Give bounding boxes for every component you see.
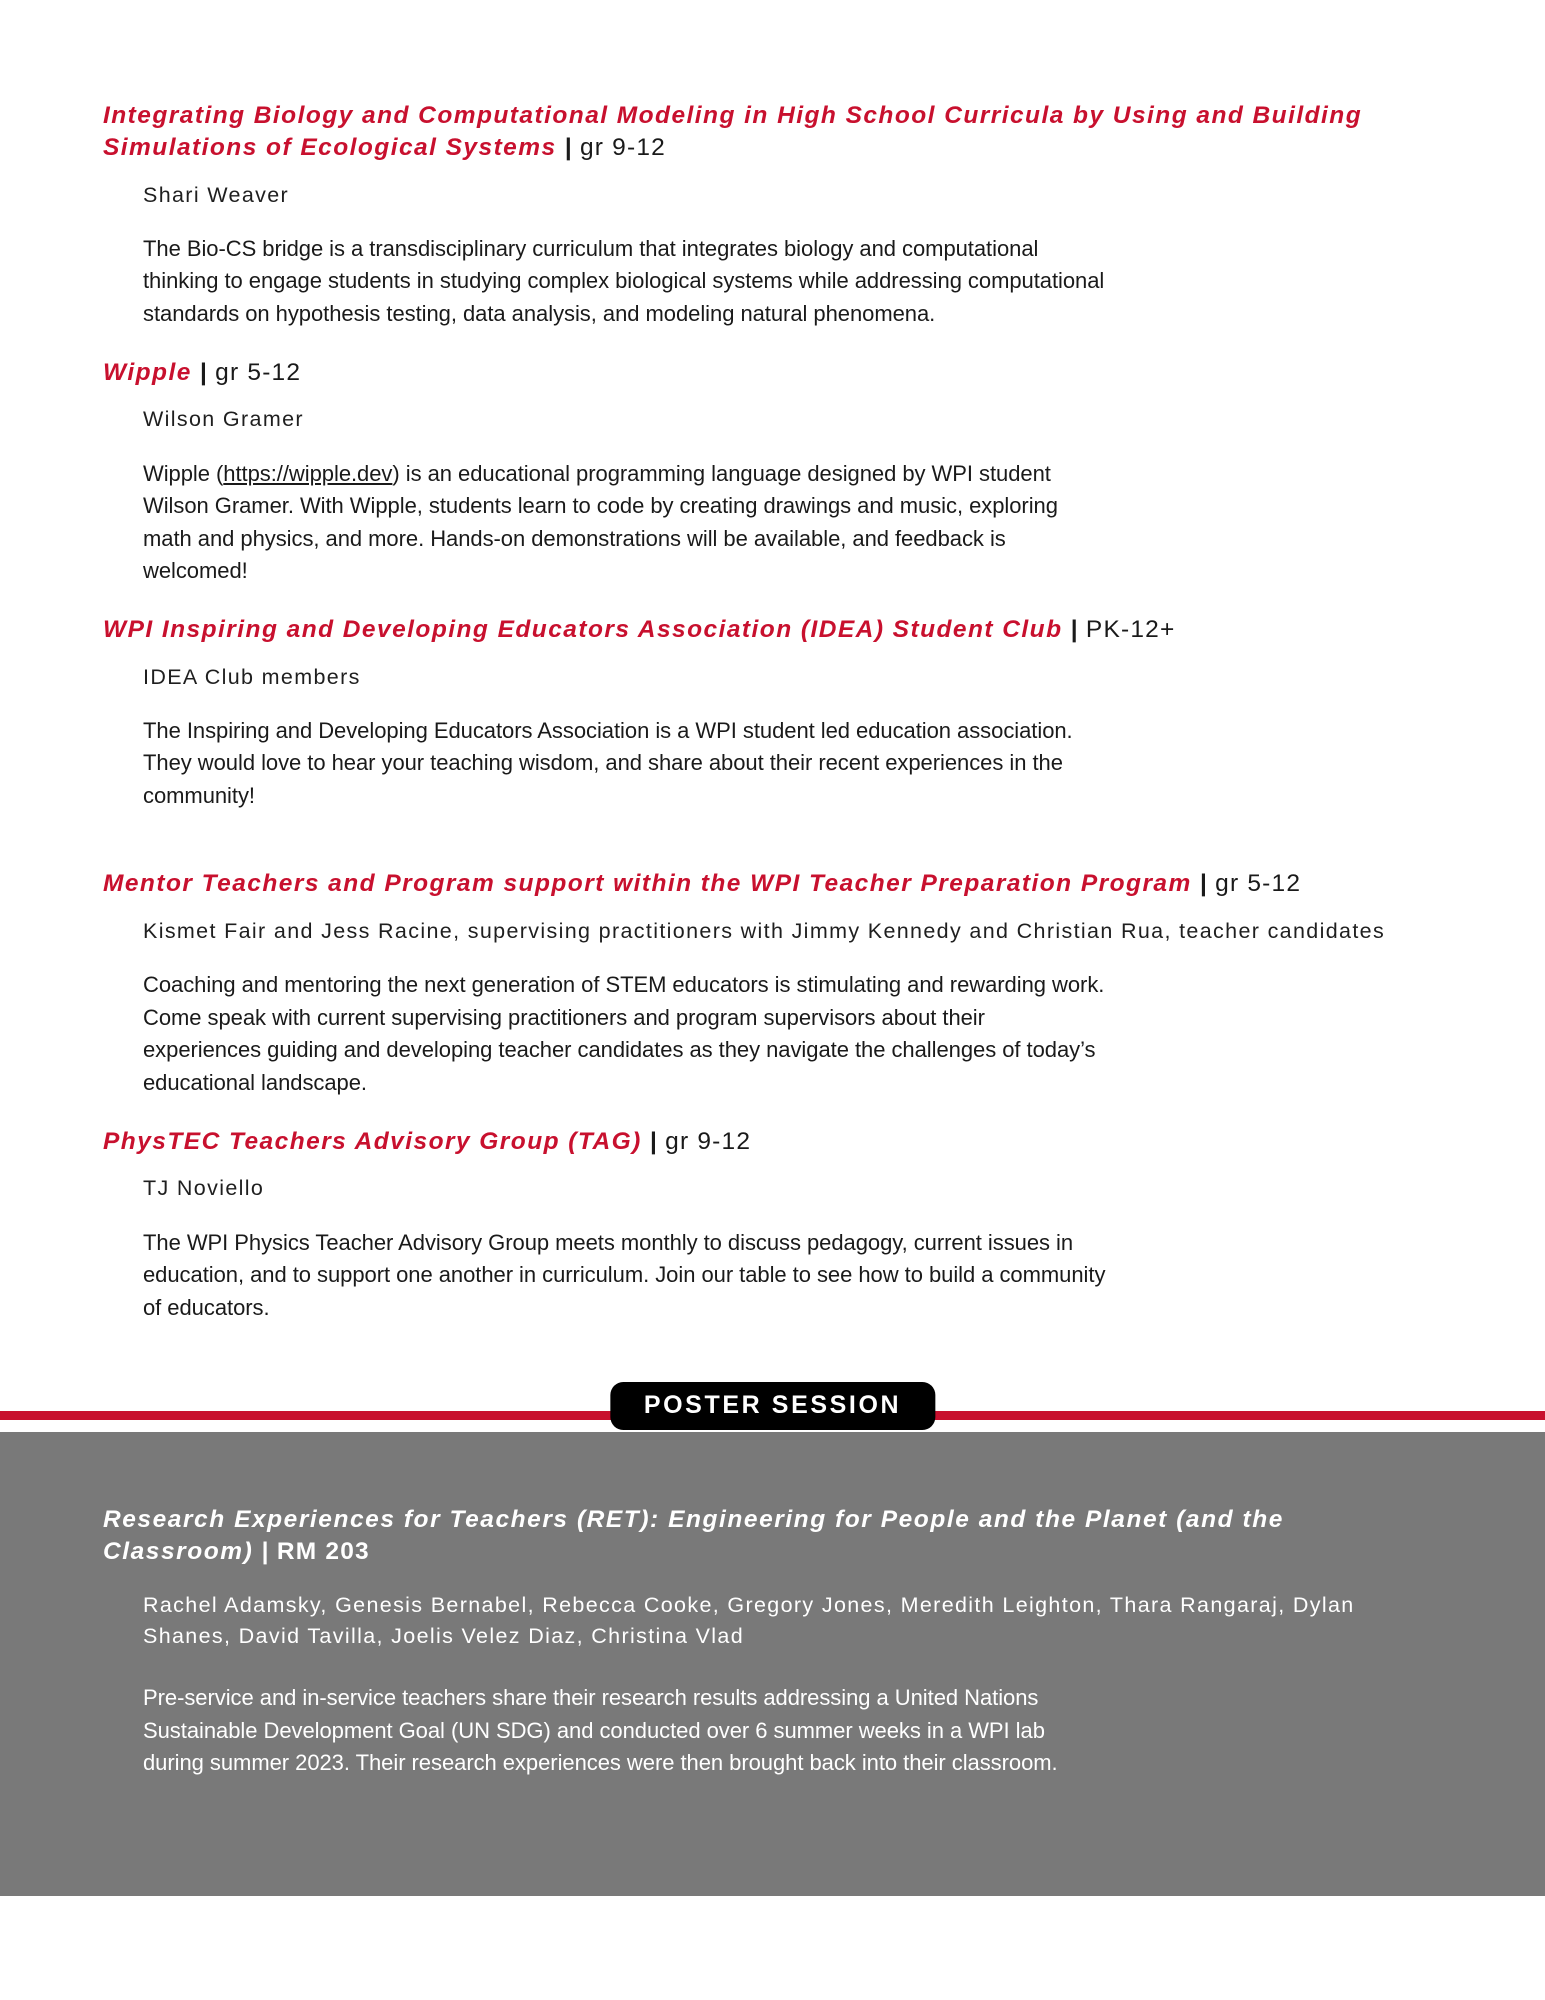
session-description: Coaching and mentoring the next generation of STEM educators is stimulating and rewarding work. Come speak with current supervising practitioners and program supervisors about their experiences guiding and developing teacher candidates as they navigate the challenges of today’s educational landscape. [143, 972, 1105, 1096]
poster-room: RM 203 [276, 1538, 370, 1566]
session-authors: Shari Weaver [143, 182, 290, 207]
session-title [103, 100, 1420, 164]
poster-authors: Rachel Adamsky, Genesis Bernabel, Rebecca Cooke, Gregory Jones, Meredith Leighton, Thara Rangaraj, Dylan Shanes, David Tavilla, Joelis Velez Diaz, Christina Vlad [143, 1592, 1355, 1649]
session-description: The Inspiring and Developing Educators Association is a WPI student led education association. They would love to hear your teaching wisdom, and share about their recent experiences in the community! [143, 717, 1073, 808]
session-entry [103, 614, 1420, 813]
session-description: The Bio-CS bridge is a transdisciplinary curriculum that integrates biology and computational thinking to engage students in studying complex biological systems while addressing computational standards on hypothesis testing, data analysis, and modeling natural phenomena. [143, 235, 1105, 326]
session-authors: Wilson Gramer [143, 407, 304, 432]
session-title [103, 614, 1420, 646]
title-separator: | [200, 358, 207, 386]
title-separator: | [1200, 870, 1207, 898]
poster-title [103, 1504, 1420, 1568]
session-title-text: Mentor Teachers and Program support within the WPI Teacher Preparation Program [103, 870, 1192, 898]
session-title-text: PhysTEC Teachers Advisory Group (TAG) [103, 1127, 642, 1155]
session-grade-level: gr 5-12 [1215, 870, 1302, 898]
session-description [103, 458, 1108, 588]
session-entry [103, 357, 1420, 588]
title-separator: | [650, 1127, 657, 1155]
session-grade-level: PK-12+ [1085, 615, 1176, 643]
poster-session-banner [0, 1370, 1545, 1432]
session-entry [103, 100, 1420, 331]
wipple-website-link[interactable]: https://wipple.dev [223, 460, 393, 486]
description-text-before-link: Wipple ( [143, 460, 224, 486]
session-grade-level: gr 9-12 [665, 1127, 752, 1155]
session-grade-level: gr 9-12 [579, 133, 666, 161]
session-title-text: Integrating Biology and Computational Modeling in High School Curricula by Using and Building Simulations of Ecological Systems [103, 102, 1363, 161]
poster-description: Pre-service and in-service teachers share their research results addressing a United Nations Sustainable Development Goal (UN SDG) and conducted over 6 summer weeks in a WPI lab during summer 2023. Their research experiences were then brought back into their classroom. [143, 1685, 1058, 1776]
session-entry [103, 1126, 1420, 1325]
session-grade-level: gr 5-12 [215, 358, 302, 386]
title-separator: | [564, 133, 572, 161]
description-text-after-link: ) is an educational programming language designed by WPI student Wilson Gramer. With Wipple, students learn to code by creating drawings and music, exploring math and physics, and more. Hands-on demonstrations will be available, and feedback is welcomed! [143, 460, 1058, 584]
session-authors: IDEA Club members [143, 664, 361, 689]
title-separator: | [261, 1538, 269, 1566]
session-entry [103, 868, 1420, 1099]
session-title [103, 868, 1420, 900]
session-authors: Kismet Fair and Jess Racine, supervising practitioners with Jimmy Kennedy and Christian Rua, teacher candidates [143, 919, 1386, 944]
session-title-text: Wipple [103, 358, 192, 386]
poster-title-text: Research Experiences for Teachers (RET): Engineering for People and the Planet (and the Classroom) [103, 1506, 1284, 1566]
session-title [103, 357, 1420, 389]
poster-entry [103, 1504, 1420, 1780]
session-title-text: WPI Inspiring and Developing Educators Association (IDEA) Student Club [103, 615, 1063, 643]
poster-session-label: POSTER SESSION [610, 1382, 935, 1430]
poster-section [0, 1432, 1545, 1896]
session-description: The WPI Physics Teacher Advisory Group meets monthly to discuss pedagogy, current issues in education, and to support one another in curriculum. Join our table to see how to build a community of educators. [143, 1229, 1106, 1320]
section-spacer [103, 838, 1420, 868]
session-title [103, 1126, 1420, 1158]
title-separator: | [1070, 615, 1078, 643]
session-authors: TJ Noviello [143, 1176, 265, 1201]
